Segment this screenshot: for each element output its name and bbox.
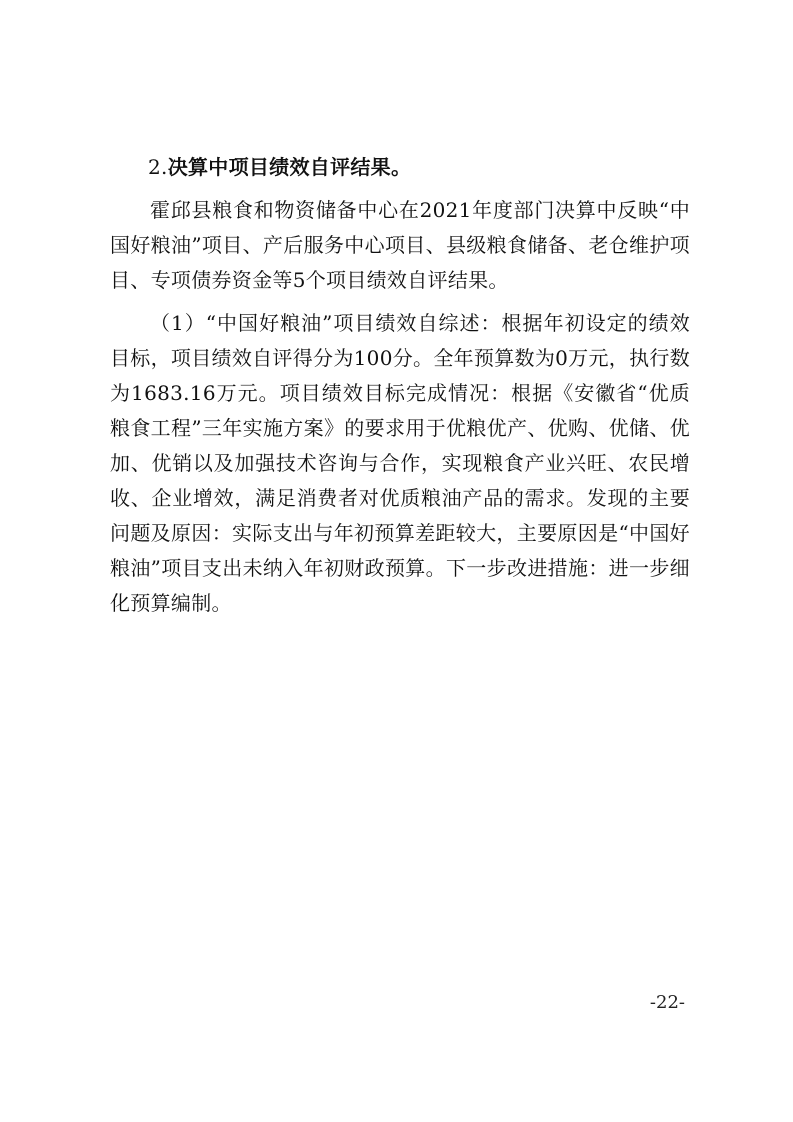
document-body <box>110 150 690 629</box>
paragraph-project-1: （1）“中国好粮油”项目绩效自综述：根据年初设定的绩效目标，项目绩效自评得分为100分。全年预算数为0万元，执行数为1683.16万元。项目绩效目标完成情况：根据《安徽省“优质粮食工程”三年实施方案》的要求用于优粮优产、优购、优储、优加、优销以及加强技术咨询与合作，实现粮食产业兴旺、农民增收、企业增效，满足消费者对优质粮油产品的需求。发现的主要问题及原因：实际支出与年初预算差距较大，主要原因是“中国好粮油”项目支出未纳入年初财政预算。下一步改进措施：进一步细化预算编制。 <box>110 311 690 615</box>
section-title: 决算中项目绩效自评结果。 <box>167 155 412 179</box>
section-heading <box>110 150 690 185</box>
page-number: -22- <box>649 992 685 1013</box>
paragraph-intro: 霍邱县粮食和物资储备中心在2021年度部门决算中反映“中国好粮油”项目、产后服务中心项目、县级粮食储备、老仓维护项目、专项债券资金等5个项目绩效自评结果。 <box>110 198 690 292</box>
section-number: 2. <box>148 155 168 179</box>
